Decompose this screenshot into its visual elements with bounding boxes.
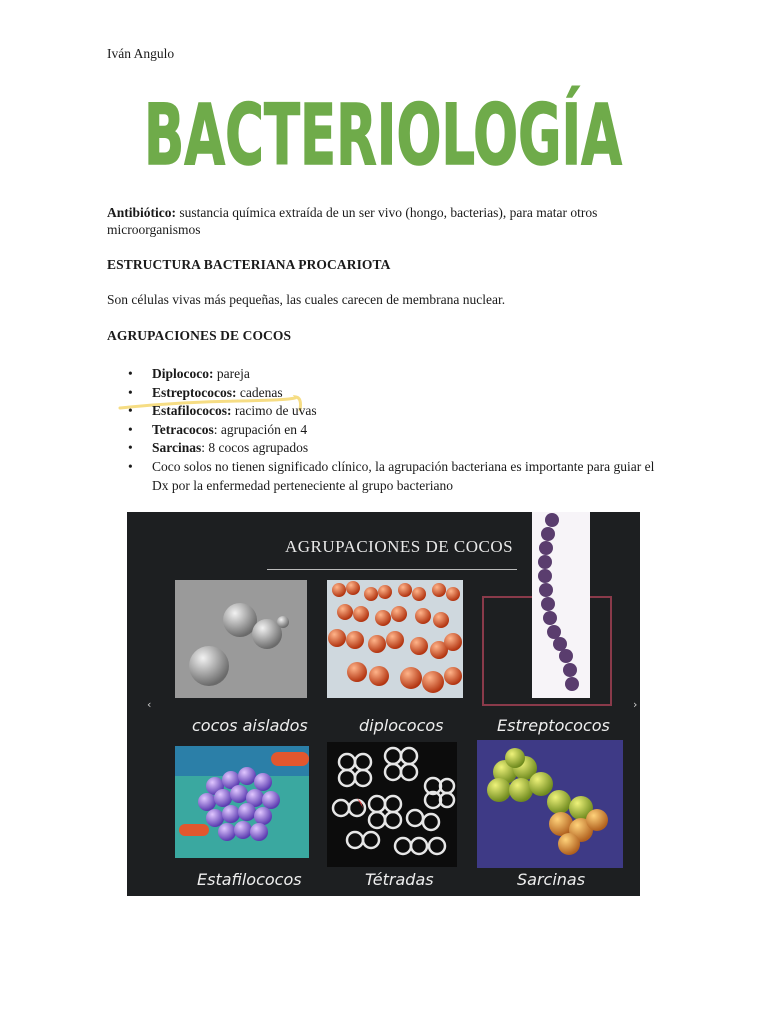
caption-tetradas: Tétradas xyxy=(365,870,434,889)
definition-term: Antibiótico: xyxy=(107,205,176,220)
bullet-term: Diplococo: xyxy=(152,366,214,381)
bullet-icon: • xyxy=(128,440,133,456)
antibiotic-definition xyxy=(107,204,667,238)
bullet-text: : 8 cocos agrupados xyxy=(201,440,309,456)
author-name: Iván Angulo xyxy=(107,46,175,61)
caption-estafilococos: Estafilococos xyxy=(197,870,302,889)
bullet-text: cadenas xyxy=(236,384,283,400)
caption-cocos-aislados: cocos aislados xyxy=(192,716,308,735)
estafilococos-picture xyxy=(175,746,309,858)
caption-diplococos: diplococos xyxy=(359,716,444,735)
chevron-right-icon[interactable]: › xyxy=(633,698,638,711)
list-item xyxy=(128,421,673,440)
bullet-icon: • xyxy=(128,366,133,381)
bullet-term: Estafilococos: xyxy=(152,403,232,419)
cocos-aislados-picture xyxy=(175,580,307,698)
bullet-icon: • xyxy=(128,403,133,419)
definition-text: sustancia química extraída de un ser vivo (hongo, bacterias), para matar otros microorganismos xyxy=(107,205,598,237)
bullet-text: Coco solos no tienen significado clínico, la agrupación bacteriana es importante para guiar el Dx por la enfermedad perteneciente al grupo bacteriano xyxy=(152,458,655,493)
document-title xyxy=(144,78,624,178)
list-item xyxy=(128,384,673,403)
caption-sarcinas: Sarcinas xyxy=(517,870,586,889)
bullet-icon: • xyxy=(128,421,133,437)
cocos-list xyxy=(128,365,673,495)
sarcinas-picture xyxy=(477,740,623,868)
cocos-slide-image xyxy=(127,512,640,896)
estreptococos-picture xyxy=(532,512,590,698)
bullet-icon: • xyxy=(128,384,133,400)
bullet-text: racimo de uvas xyxy=(231,403,317,419)
bullet-term: Sarcinas xyxy=(152,440,202,456)
bullet-icon: • xyxy=(128,458,133,474)
caption-estreptococos: Estreptococos xyxy=(497,716,610,735)
structure-paragraph: Son células vivas más pequeñas, las cuales carecen de membrana nuclear. xyxy=(107,292,506,307)
bullet-text: : agrupación en 4 xyxy=(213,421,308,437)
diplococos-picture xyxy=(327,580,463,698)
heading-estructura: ESTRUCTURA BACTERIANA PROCARIOTA xyxy=(107,257,391,272)
slide-divider xyxy=(267,569,517,570)
list-item xyxy=(128,458,673,495)
bullet-term: Tetracocos xyxy=(152,421,214,437)
list-item xyxy=(128,365,673,384)
heading-agrupaciones: AGRUPACIONES DE COCOS xyxy=(107,328,292,343)
document-title-text: BACTERIOLOGÍA xyxy=(144,86,622,178)
bullet-text: pareja xyxy=(213,366,250,381)
tetradas-picture xyxy=(327,742,457,867)
list-item xyxy=(128,439,673,458)
slide-title: AGRUPACIONES DE COCOS xyxy=(285,537,514,556)
list-item xyxy=(128,402,673,421)
bullet-term: Estreptococos: xyxy=(152,384,237,400)
chevron-left-icon[interactable]: ‹ xyxy=(147,698,152,711)
